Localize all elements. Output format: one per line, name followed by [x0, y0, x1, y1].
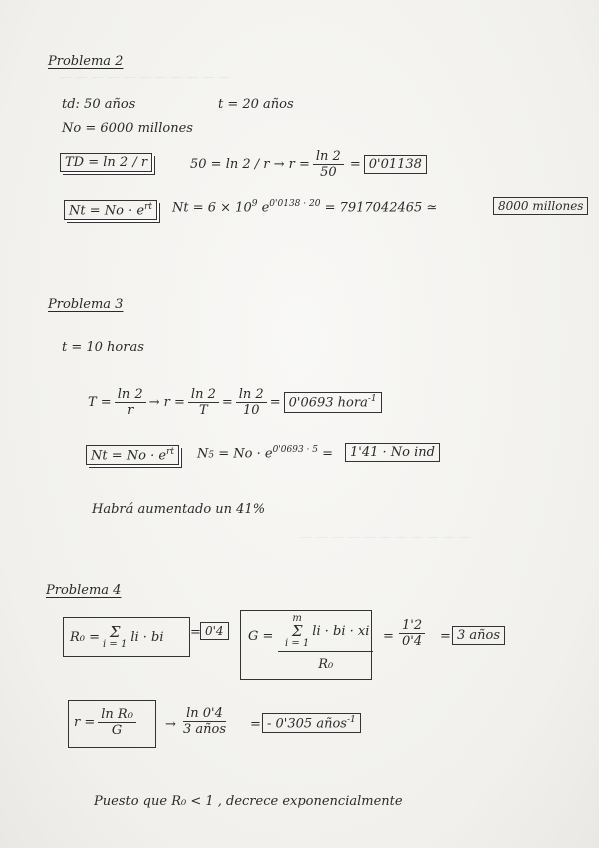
p4-r-formula	[74, 708, 139, 737]
p4-g-eq-2: =	[440, 629, 451, 644]
p3-result: 0'0693 hora	[288, 395, 368, 411]
p3-n5: N	[197, 446, 209, 462]
p4-ln04-fraction	[180, 707, 229, 736]
p2-frac-ln2-50	[313, 150, 344, 179]
p3-result-exp: -1	[367, 394, 377, 405]
p4-r-value-box	[262, 713, 361, 733]
p3-box-text: Nt = No · e	[91, 448, 167, 464]
p3-frac-ln2-10	[236, 388, 267, 417]
p4-sigma-2: Σ	[291, 622, 303, 640]
p3-n5-eq2: =	[317, 446, 334, 462]
p3-result-box	[284, 392, 382, 412]
p4-sum-2	[285, 614, 309, 649]
p3-formula-nt-box	[86, 445, 179, 465]
p3-frac-num-3: ln 2	[236, 388, 267, 403]
p4-r-value: - 0'305 años	[267, 716, 347, 732]
p4-r-value-exp: -1	[346, 715, 356, 725]
p4-frac-num-lnR0: ln R₀	[98, 708, 136, 723]
p3-frac-den-3: 10	[242, 403, 260, 418]
p4-r-eq: =	[250, 717, 261, 732]
p2-t-line: t = 20 años	[218, 97, 294, 112]
p2-eq2c: = 7917042465 ≃	[320, 200, 438, 216]
p4-frac-den-G: G	[111, 723, 123, 738]
p3-frac-den-1: r	[127, 403, 134, 418]
bleed-through: — — — — — — — — — — —	[60, 70, 231, 84]
p3-n5-eq: = No · e	[214, 446, 273, 462]
p4-sigma-1: Σ	[109, 623, 121, 641]
p2-eq2b: e	[257, 200, 270, 216]
p4-r0-value-box: 0'4	[200, 622, 229, 640]
p2-equation-r: 50 = ln 2 / r → r = $\frac{\ln 2}{50}$ = 0'01138	[190, 150, 427, 179]
p3-frac-ln2-T	[188, 388, 219, 417]
p3-equation-r	[88, 388, 382, 417]
p4-frac-num-ln04: ln 0'4	[183, 707, 226, 722]
p4-g-frac-numbers	[396, 619, 428, 648]
p4-g-denominator: R₀	[318, 657, 334, 672]
p4-r-label: r =	[74, 715, 96, 730]
p4-sum-lower-2: i = 1	[285, 638, 310, 649]
p2-eq1: 50 = ln 2 / r → r =	[190, 157, 310, 172]
p3-n5-sub: 5	[208, 450, 215, 461]
p3-eq-2: =	[269, 395, 281, 410]
p3-t-line: t = 10 horas	[62, 340, 144, 355]
p4-conclusion: Puesto que R₀ < 1 , decrece exponencialmente	[94, 794, 403, 809]
p4-frac-12-04	[399, 619, 425, 648]
p3-n5-exp: 0'0693 · 5	[272, 445, 318, 455]
p4-g-eq-1: =	[383, 629, 394, 644]
p4-frac-num-12: 1'2	[399, 619, 425, 634]
p3-frac-num-2: ln 2	[188, 388, 219, 403]
p2-frac-num: ln 2	[313, 150, 344, 165]
p2-box2-exp: rt	[144, 202, 152, 212]
p4-frac-den-04: 0'4	[402, 634, 423, 649]
p4-sum-1	[103, 625, 127, 650]
p4-g-numerator	[278, 614, 373, 652]
p4-g-label: G =	[248, 629, 274, 644]
p4-frac-ln04-3	[183, 707, 226, 736]
p3-frac-den-2: T	[199, 403, 208, 418]
bleed-through: — — — — — — — — — — —	[300, 530, 471, 544]
p4-r0-formula	[70, 625, 164, 650]
p3-frac-num-1: ln 2	[115, 388, 146, 403]
p3-equation-n5	[197, 446, 333, 460]
p3-arrow: → r =	[148, 395, 185, 410]
p2-formula-nt-box	[64, 200, 157, 220]
p2-frac-den: 50	[320, 165, 337, 180]
p2-box2-text: Nt = No · e	[69, 203, 145, 219]
p2-result-box: 8000 millones	[493, 197, 588, 215]
p4-sum-term-2: li · bi · xi	[312, 624, 370, 639]
p4-sum-term-1: li · bi	[130, 630, 164, 645]
p3-lhs: T =	[88, 395, 112, 410]
p4-g-value-box: 3 años	[452, 626, 505, 645]
p2-equation-nt	[172, 200, 437, 214]
p2-r-value-box: 0'01138	[364, 155, 427, 174]
p3-box-exp: rt	[166, 447, 174, 457]
p3-n5-result-box: 1'41 · No ind	[345, 443, 440, 462]
p4-sum-lower-1: i = 1	[103, 639, 128, 650]
problem-3-title: Problema 3	[48, 297, 124, 312]
p2-eq2a: Nt = 6 × 10	[172, 200, 252, 216]
p3-frac-ln2-r	[115, 388, 146, 417]
problem-4-title: Problema 4	[46, 583, 122, 598]
p4-r0-eq: =	[190, 625, 201, 640]
problem-2-title: Problema 2	[48, 54, 124, 69]
p4-frac-den-3: 3 años	[183, 722, 227, 737]
p3-conclusion: Habrá aumentado un 41%	[92, 502, 266, 517]
p2-td-line: td: 50 años	[62, 97, 136, 112]
p2-formula-td-box: TD = ln 2 / r	[60, 153, 152, 172]
p4-g-fraction	[278, 614, 373, 671]
p2-no-line: No = 6000 millones	[62, 121, 193, 136]
p2-exp2: 0'0138 · 20	[269, 199, 321, 209]
p4-sum-upper-2: m	[292, 613, 302, 624]
p4-r0-label: R₀ =	[70, 630, 101, 645]
p2-exp9: 9	[251, 199, 258, 209]
p4-arrow: →	[165, 717, 176, 732]
p4-frac-lnR0-G	[98, 708, 136, 737]
p3-eq-1: =	[221, 395, 233, 410]
